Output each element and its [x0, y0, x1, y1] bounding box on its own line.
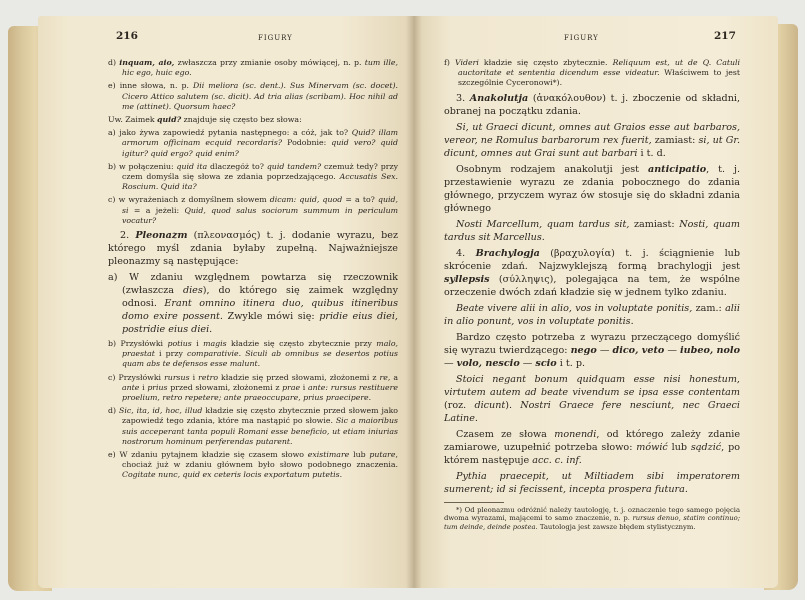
right-page — [414, 16, 778, 588]
pythia-example: Pythia praecepit, ut Miltiadem sibi imperatorem sumerent; id si fecissent, incepta prospera futura. — [444, 470, 740, 495]
right-page-text — [444, 58, 740, 535]
paragraph-e: e) inne słowa, n. p. Dii meliora (sc. dent.). Sus Minervam (sc. docet). Cicero Attico salutem (sc. dicit). Ad tria alias (scribam). Hoc nihil ad me (attinet). Quorsum haec? — [108, 81, 398, 111]
footnote: *) Od pleonazmu odróżnić należy tautologję, t. j. oznaczenie tego samego pojęcia dwoma wyrazami, mającemi to samo znaczenie, n. p. rursus denuo, statim continuo; tum deinde, deinde postea. Tautologja jest zawsze błędem stylistycznym. — [444, 505, 740, 532]
open-book — [8, 8, 798, 593]
paragraph-anticipatio: Osobnym rodzajem anakolutji jest anticipatio, t. j. przestawienie wyrazu ze zdania pobocznego do zdania głównego, przyczem wyraz ów stosuje się do składni zdania głównego — [444, 163, 740, 214]
section-brachylogja: 4. Brachylogja (βραχυλογία) t. j. ściągnienie lub skrócenie zdań. Najzwyklejszą formą brachylogji jest syllepsis (σύλληψις), polegająca na tem, że wspólne orzeczenie dwóch zdań kładzie się w jednem tylko zdaniu. — [444, 247, 740, 298]
anticipatio-example: Nosti Marcellum, quam tardus sit, zamiast: Nosti, quam tardus sit Marcellus. — [444, 218, 740, 243]
paragraph-quid-b: b) w połączeniu: quid ita dlaczegóż to? quid tandem? czemuż tedy? przy czem domyśla się słowa ze zdania poprzedzającego. Accusatis Sex. Roscium. Quid ita? — [108, 161, 398, 192]
book-gutter — [406, 16, 422, 588]
pleonazm-c: c) Przysłówki rursus i retro kładzie się przed słowami, złożonemi z re, a ante i prius przed słowami, złożonemi z prae i ante: rursus restituere proelium, retro repetere; ante praeoccupare, prius praecipere. — [108, 372, 399, 403]
pleonazm-b: b) Przysłówki potius i magis kładzie się często zbytecznie przy malo, praestat i przy comparativie. Siculi ab omnibus se desertos potius quam abs te defensos esse malunt. — [108, 339, 399, 369]
paragraph-d: d) inquam, aio, zwłaszcza przy zmianie osoby mówiącej, n. p. tum ille, hic ego, huic ego. — [108, 58, 399, 78]
note-quid: Uw. Zaimek quid? znajduje się często bez słowa: — [108, 115, 302, 125]
page-number: 216 — [116, 30, 138, 42]
footnote-rule — [444, 502, 504, 503]
left-page — [38, 16, 414, 588]
section-anakolutja: 3. Anakolutja (ἀνακόλουθον) t. j. zboczenie od składni, obranej na początku zdania. — [444, 92, 740, 117]
running-head: FIGURY — [258, 34, 293, 42]
section-pleonazm: 2. Pleonazm (πλεονασμός) t. j. dodanie wyrazu, bez którego myśl zdania byłaby zupełną. Najważniejsze pleonazmy są następujące: — [108, 230, 398, 268]
paragraph-quid-a: a) jako żywa zapowiedź pytania następnego: a cóż, jak to? Quid? illam armorum officinam ecquid recordaris? Podobnie: quid vero? quid igitur? quid ergo? quid enim? — [108, 128, 399, 158]
paragraph-monendi: Czasem ze słowa monendi, od którego zależy zdanie zamiarowe, uzupełnić potrzeba słowo: mówić lub sądzić, po którem następuje acc. c. inf. — [444, 428, 740, 466]
pleonazm-e: e) W zdaniu pytajnem kładzie się czasem słowo existimare lub putare, chociaż już w zdaniu głównem było słowo podobnego znaczenia. Cogitate nunc, quid ex ceteris locis exportatum putetis. — [108, 450, 398, 480]
page-number: 217 — [714, 30, 736, 42]
left-page-text — [108, 58, 398, 484]
paragraph-quid-c: c) w wyrażeniach z domyślnem słowem dicam: quid, quod = a to? quid, si = a jeżeli: Quid, quod salus sociorum summum in periculum vocatur? — [108, 195, 398, 225]
pleonazm-d: d) Sic, ita, id, hoc, illud kładzie się często zbytecznie przed słowem jako zapowiedź tego zdania, które ma nastąpić po słowie. Sic a maioribus suis acceperant tanta populi Romani esse beneficio, ut etiam iniurias nostrorum hominum perferendas putarent. — [108, 406, 398, 446]
paragraph-f: f) Videri kładzie się często zbytecznie. Reliquum est, ut de Q. Catuli auctoritate et sententia dicendum esse videatur. Właściwem to jest szczególnie Cyceronowi*). — [444, 58, 740, 88]
paragraph-przeczenie: Bardzo często potrzeba z wyrazu przeczącego domyślić się wyrazu twierdzącego: nego — dico, veto — iubeo, nolo — volo, nescio — scio i t. p. — [444, 331, 740, 369]
brachylogja-example: Beate vivere alii in alio, vos in voluptate ponitis, zam.: alii in alio ponunt, vos in voluptate ponitis. — [444, 302, 740, 327]
pleonazm-a: a) W zdaniu względnem powtarza się rzeczownik (zwłaszcza dies), do którego się zaimek względny odnosi. Erant omnino itinera duo, quibus itineribus domo exire possent. Zwykle mówi się: pridie eius diei, postridie eius diei. — [108, 272, 399, 336]
anakolutja-example: Si, ut Graeci dicunt, omnes aut Graios esse aut barbaros, vereor, ne Romulus barbarorum rex fuerit, zamiast: si, ut Gr. dicunt, omnes aut Grai sunt aut barbari i t. d. — [444, 121, 740, 159]
stoici-example: Stoici negant bonum quidquam esse nisi honestum, virtutem autem ad beate vivendum se ipsa esse contentam (roz. dicunt). Nostri Graece fere nesciunt, nec Graeci Latine. — [444, 373, 741, 424]
running-head: FIGURY — [564, 34, 599, 42]
